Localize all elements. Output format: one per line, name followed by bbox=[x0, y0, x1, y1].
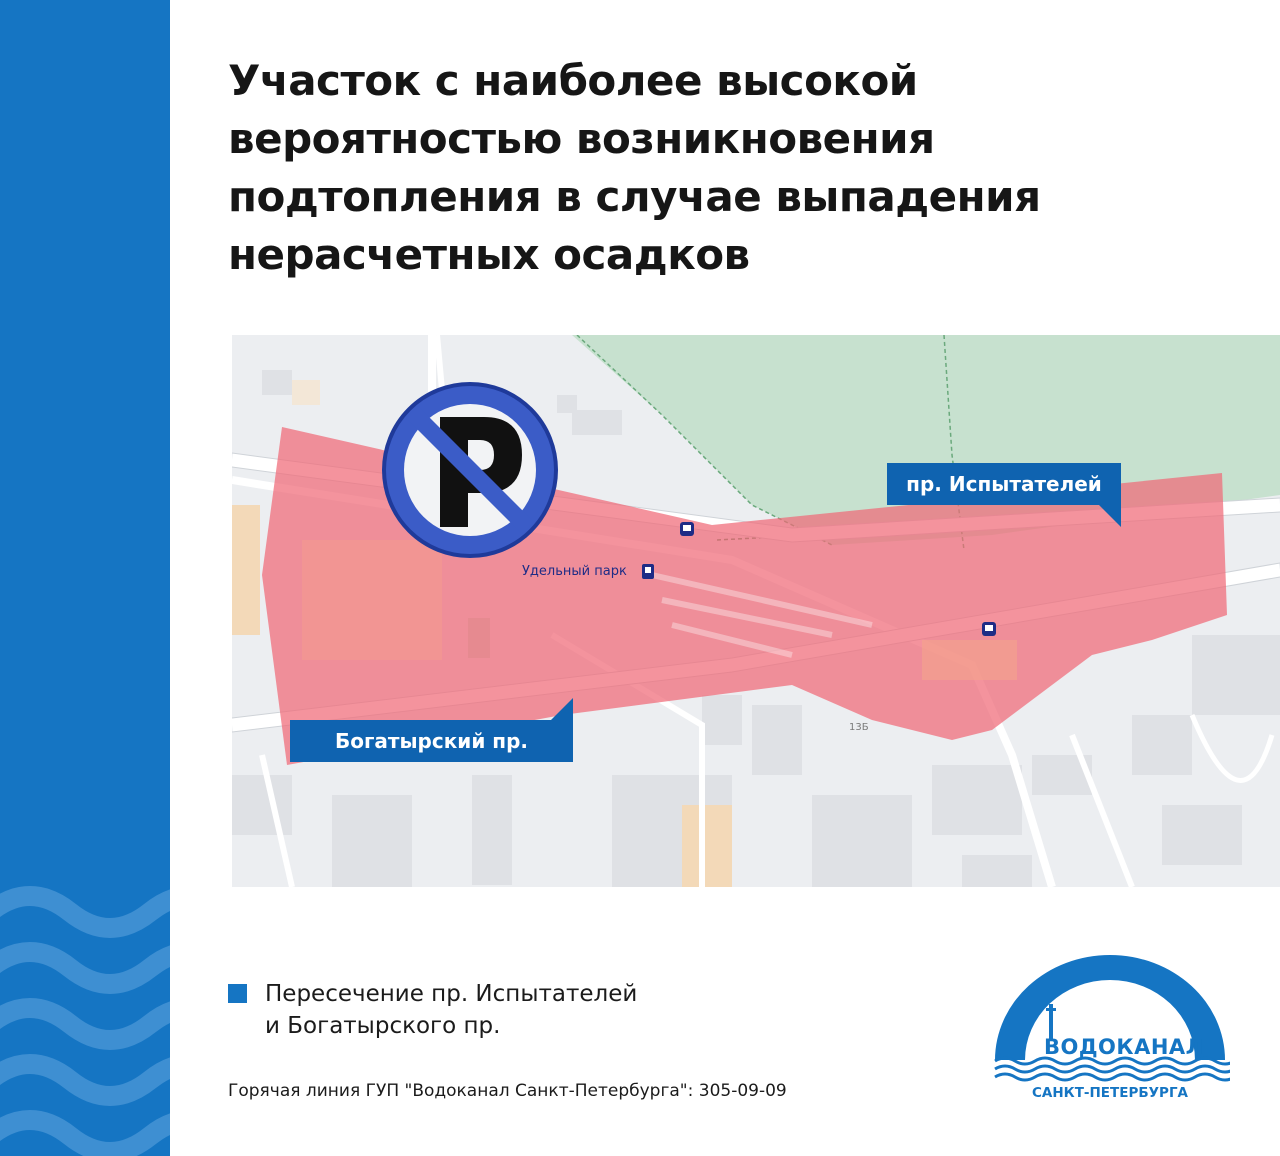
title-line: вероятностью возникновения bbox=[228, 114, 935, 163]
road-label-bogatyrsky bbox=[290, 720, 573, 762]
legend-swatch bbox=[228, 984, 247, 1003]
building-in-zone bbox=[922, 640, 1017, 680]
stop-label: Удельный парк bbox=[522, 564, 627, 579]
title-line: нерасчетных осадков bbox=[228, 230, 750, 279]
title-line: подтопления в случае выпадения bbox=[228, 172, 1041, 221]
side-bar bbox=[0, 0, 170, 1156]
hotline-text: Горячая линия ГУП "Водоканал Санкт-Петербурга": 305-09-09 bbox=[228, 1081, 787, 1101]
metro-icon bbox=[642, 564, 654, 579]
road-label-text: Богатырский пр. bbox=[334, 729, 529, 753]
vodokanal-logo bbox=[990, 948, 1230, 1108]
road-label-pointer bbox=[551, 698, 573, 720]
legend-line: и Богатырского пр. bbox=[265, 1013, 501, 1039]
road-label-text: пр. Испытателей bbox=[906, 472, 1102, 496]
waves-decoration bbox=[0, 0, 170, 1156]
building-in-zone bbox=[468, 618, 490, 658]
no-parking-icon bbox=[384, 384, 556, 556]
building bbox=[682, 805, 732, 887]
building bbox=[232, 505, 260, 635]
title-line: Участок с наиболее высокой bbox=[228, 56, 918, 105]
page-title bbox=[228, 52, 1228, 284]
map-canvas bbox=[232, 335, 1280, 887]
logo-city: САНКТ-ПЕТЕРБУРГА bbox=[1032, 1085, 1188, 1101]
building-in-zone bbox=[302, 540, 442, 660]
map bbox=[232, 335, 1280, 887]
logo-word: ВОДОКАНАЛ bbox=[1044, 1035, 1204, 1059]
legend-line: Пересечение пр. Испытателей bbox=[265, 981, 638, 1007]
bus-stop-icon bbox=[982, 622, 996, 636]
road-label-pointer bbox=[1099, 505, 1121, 527]
legend-text bbox=[265, 978, 637, 1042]
road-label-ispytateley bbox=[887, 463, 1121, 505]
bus-stop-icon bbox=[680, 522, 694, 536]
logo-arch bbox=[990, 948, 1230, 1108]
building-number: 13Б bbox=[849, 722, 869, 733]
legend bbox=[228, 978, 637, 1042]
